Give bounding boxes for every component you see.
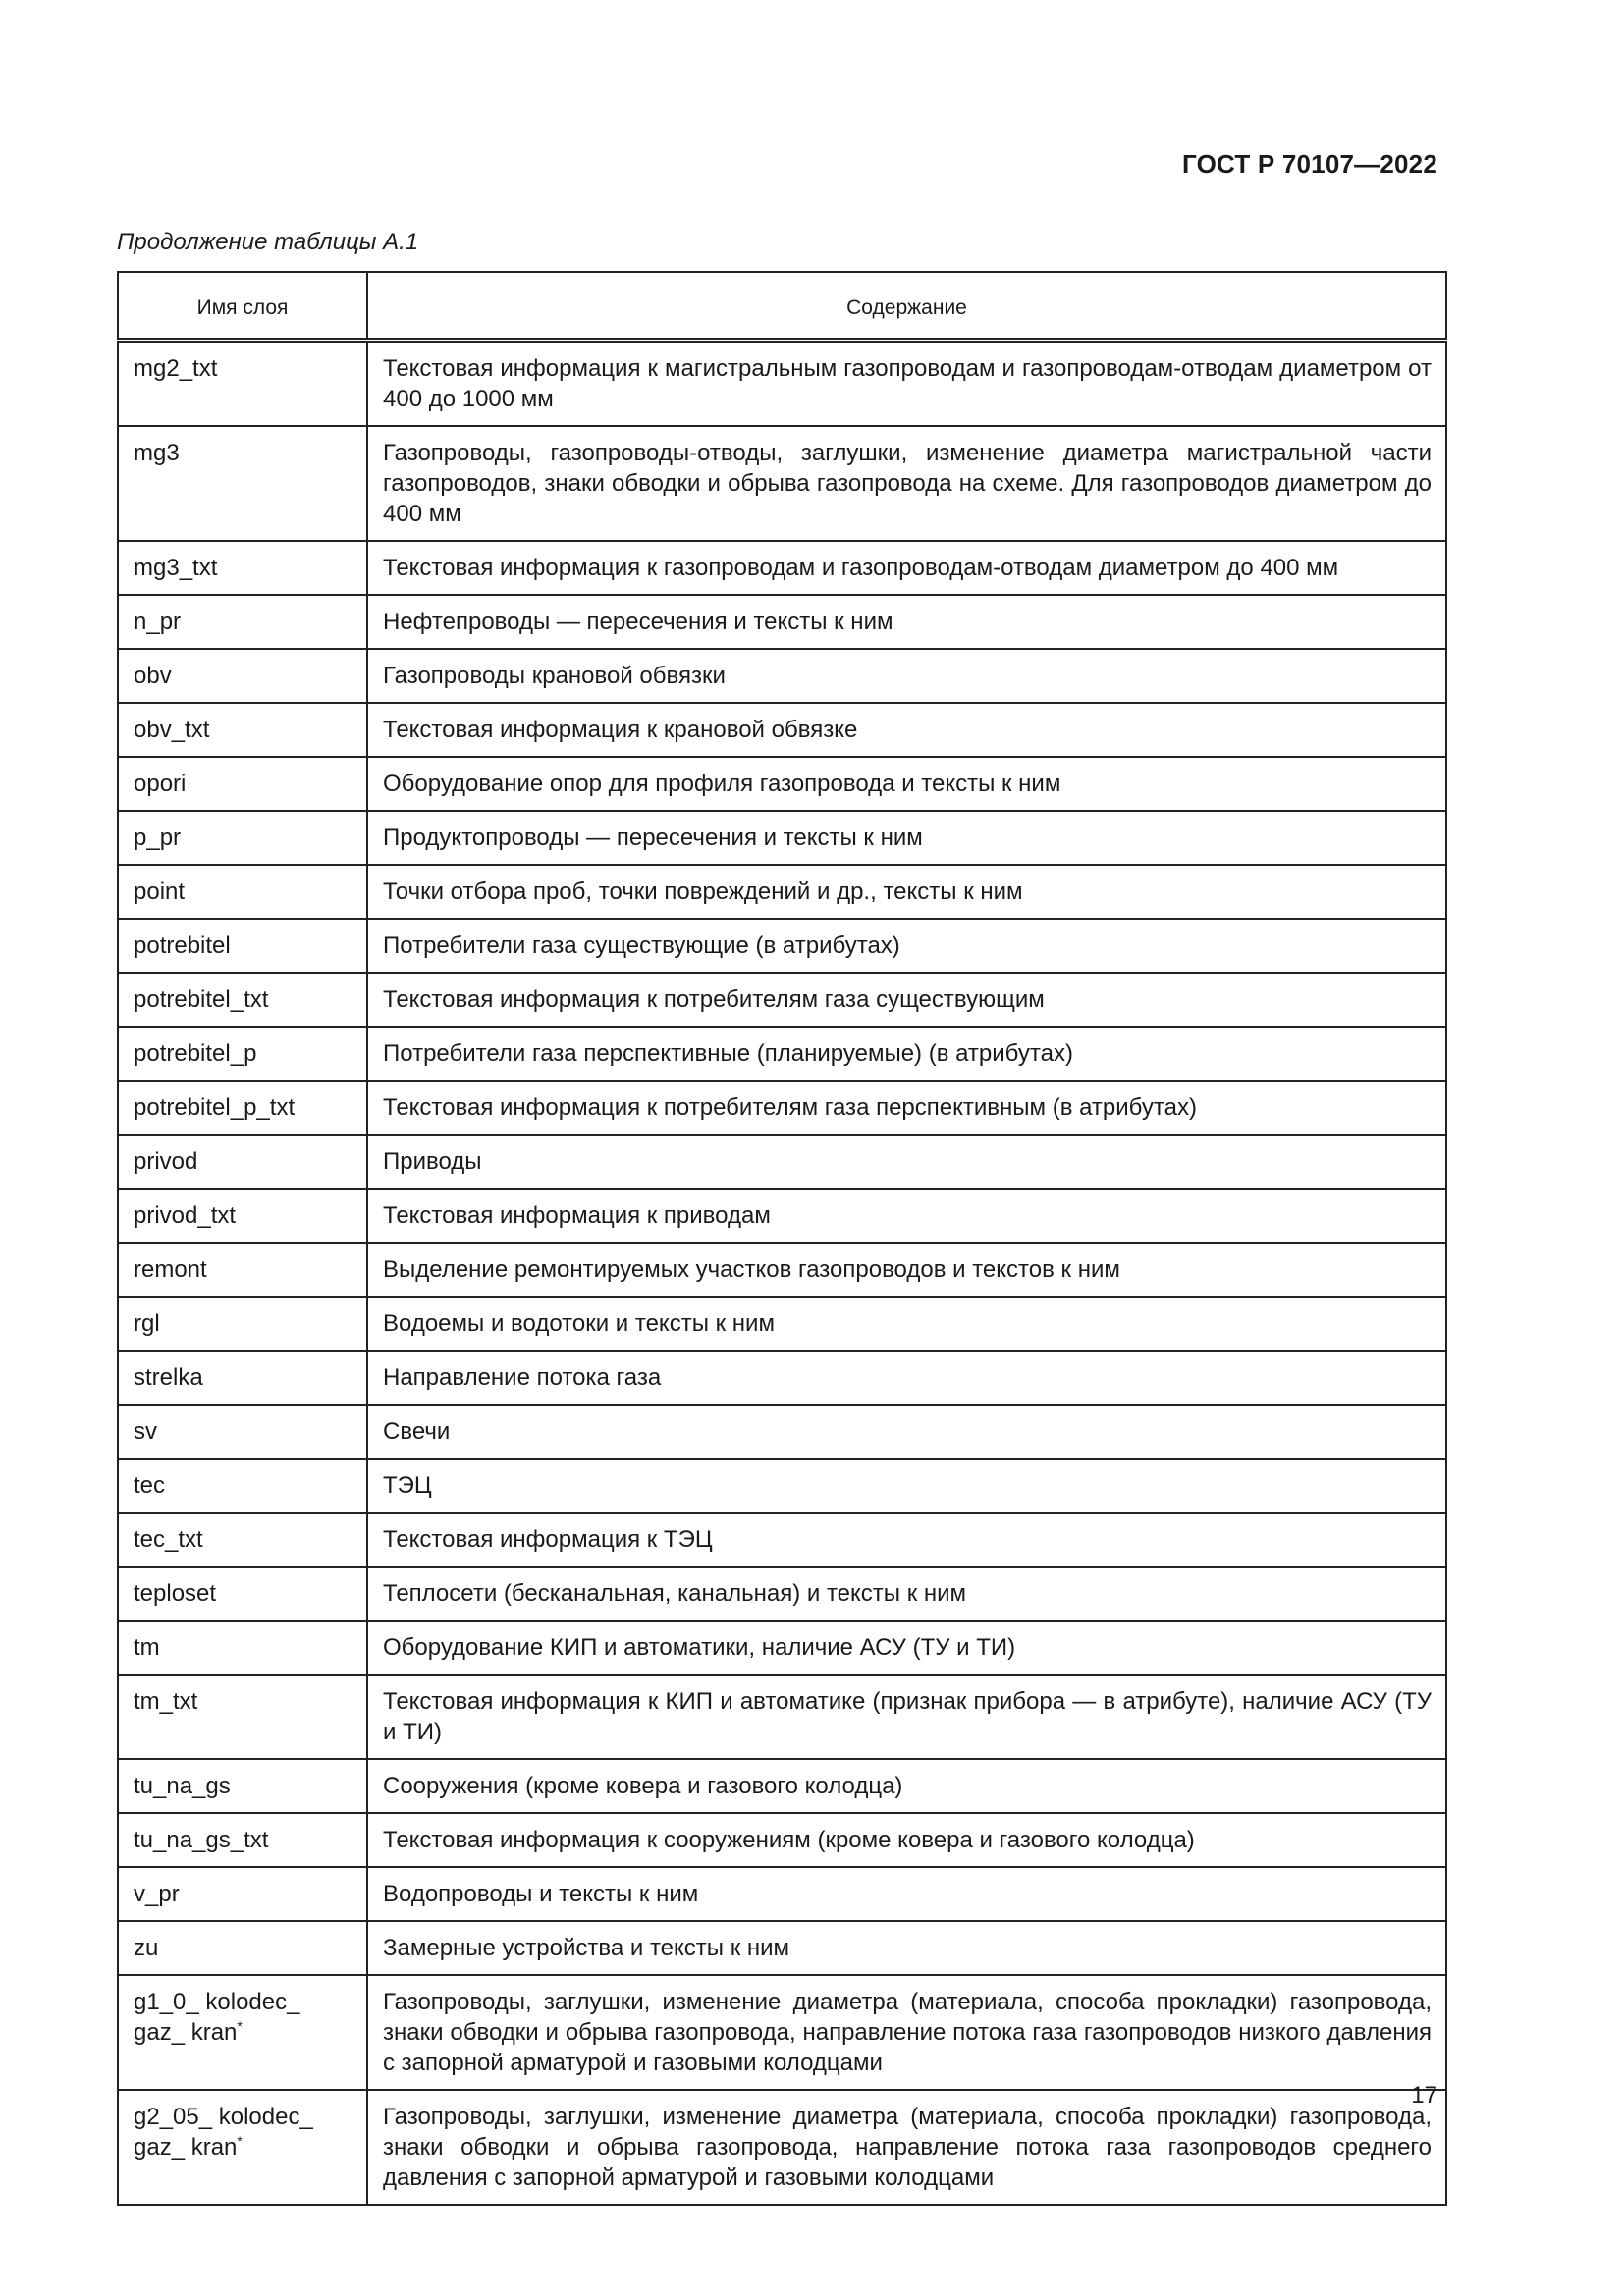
- layer-content: Текстовая информация к приводам: [367, 1189, 1446, 1243]
- layer-name-cell: [118, 1135, 367, 1189]
- column-header-content: Содержание: [367, 272, 1446, 341]
- layers-table: [117, 271, 1447, 2206]
- layer-name-cell: [118, 1675, 367, 1759]
- layer-content: Продуктопроводы — пересечения и тексты к ним: [367, 811, 1446, 865]
- layer-content: Сооружения (кроме ковера и газового колодца): [367, 1759, 1446, 1813]
- layer-content: Потребители газа перспективные (планируемые) (в атрибутах): [367, 1027, 1446, 1081]
- layer-content: Точки отбора проб, точки повреждений и др., тексты к ним: [367, 865, 1446, 919]
- layer-name-cell: [118, 1513, 367, 1567]
- layer-name-cell: [118, 1405, 367, 1459]
- layer-name-cell: [118, 1243, 367, 1297]
- layer-name-cell: [118, 341, 367, 427]
- layer-content: Текстовая информация к сооружениям (кроме ковера и газового колодца): [367, 1813, 1446, 1867]
- layer-name: potrebitel_p_txt: [134, 1095, 296, 1121]
- layer-content: Водоемы и водотоки и тексты к ним: [367, 1297, 1446, 1351]
- layer-name: potrebitel_txt: [134, 987, 269, 1013]
- layer-name-cell: [118, 541, 367, 595]
- layer-name-cell: [118, 1975, 367, 2090]
- table-row: [118, 1459, 1446, 1513]
- table-row: [118, 1867, 1446, 1921]
- layer-name: opori: [134, 771, 187, 797]
- layer-content: Свечи: [367, 1405, 1446, 1459]
- layer-name: v_pr: [134, 1881, 180, 1907]
- document-code: ГОСТ Р 70107—2022: [1182, 149, 1437, 179]
- table-row: [118, 865, 1446, 919]
- layer-name-cell: [118, 973, 367, 1027]
- layer-name-cell: [118, 919, 367, 973]
- table-row: [118, 919, 1446, 973]
- table-row: [118, 1135, 1446, 1189]
- table-row: [118, 811, 1446, 865]
- layer-name: potrebitel_p: [134, 1041, 257, 1067]
- layer-name: point: [134, 879, 186, 905]
- layer-name: potrebitel: [134, 933, 231, 959]
- table-row: [118, 1759, 1446, 1813]
- layer-name: tm: [134, 1634, 160, 1661]
- layer-name: teploset: [134, 1580, 217, 1607]
- layer-content: Замерные устройства и тексты к ним: [367, 1921, 1446, 1975]
- layer-name-cell: [118, 1027, 367, 1081]
- table-row: [118, 2090, 1446, 2205]
- layer-content: Газопроводы, заглушки, изменение диаметра (материала, способа прокладки) газопровода, знаки обводки и обрыва газопровода, направление потока газа газопроводов среднего давления с запорной арматурой и газовыми колодцами: [367, 2090, 1446, 2205]
- layer-content: Потребители газа существующие (в атрибутах): [367, 919, 1446, 973]
- table-caption: Продолжение таблицы А.1: [117, 229, 419, 255]
- table-row: [118, 649, 1446, 703]
- layer-name: privod_txt: [134, 1202, 237, 1229]
- table-row: [118, 1027, 1446, 1081]
- layer-name-cell: [118, 1081, 367, 1135]
- table-row: [118, 541, 1446, 595]
- table-row: [118, 1081, 1446, 1135]
- layer-content: Оборудование КИП и автоматики, наличие АСУ (ТУ и ТИ): [367, 1621, 1446, 1675]
- layer-content: Текстовая информация к потребителям газа существующим: [367, 973, 1446, 1027]
- layer-content: ТЭЦ: [367, 1459, 1446, 1513]
- column-header-layer-name: Имя слоя: [118, 272, 367, 341]
- layer-name-cell: [118, 426, 367, 541]
- layer-content: Приводы: [367, 1135, 1446, 1189]
- layer-name: tu_na_gs: [134, 1773, 231, 1799]
- layer-content: Оборудование опор для профиля газопровода и тексты к ним: [367, 757, 1446, 811]
- layer-name: privod: [134, 1148, 198, 1175]
- layer-name-cell: [118, 703, 367, 757]
- table-row: [118, 426, 1446, 541]
- layer-name: zu: [134, 1935, 159, 1961]
- layer-name: g1_0_ kolodec_ gaz_ kran: [134, 1989, 300, 2046]
- table-row: [118, 1675, 1446, 1759]
- layer-name: tec: [134, 1472, 166, 1499]
- table-row: [118, 1189, 1446, 1243]
- layer-name: obv: [134, 663, 172, 689]
- table-row: [118, 1351, 1446, 1405]
- table-row: [118, 1567, 1446, 1621]
- table-row: [118, 1621, 1446, 1675]
- layer-name-cell: [118, 1459, 367, 1513]
- layer-name-cell: [118, 811, 367, 865]
- layer-name: obv_txt: [134, 717, 210, 743]
- layer-name: tec_txt: [134, 1526, 203, 1553]
- layer-name-cell: [118, 2090, 367, 2205]
- layer-name: n_pr: [134, 609, 182, 635]
- layer-name-cell: [118, 1867, 367, 1921]
- layer-name-cell: [118, 757, 367, 811]
- layer-name-cell: [118, 595, 367, 649]
- table-row: [118, 1813, 1446, 1867]
- table-row: [118, 757, 1446, 811]
- layer-name: mg3_txt: [134, 555, 218, 581]
- table-row: [118, 1921, 1446, 1975]
- table-row: [118, 1975, 1446, 2090]
- layer-name-cell: [118, 1921, 367, 1975]
- layer-name-cell: [118, 865, 367, 919]
- layer-name: mg2_txt: [134, 355, 218, 382]
- layer-name-cell: [118, 1297, 367, 1351]
- layer-content: Теплосети (бесканальная, канальная) и тексты к ним: [367, 1567, 1446, 1621]
- page-number: 17: [1411, 2082, 1437, 2109]
- layer-content: Направление потока газа: [367, 1351, 1446, 1405]
- layer-content: Текстовая информация к крановой обвязке: [367, 703, 1446, 757]
- layer-name: rgl: [134, 1310, 160, 1337]
- layer-name: sv: [134, 1418, 157, 1445]
- table-row: [118, 341, 1446, 427]
- footnote-mark: *: [237, 2133, 243, 2149]
- layer-name: strelka: [134, 1364, 203, 1391]
- layer-content: Нефтепроводы — пересечения и тексты к ним: [367, 595, 1446, 649]
- layer-content: Текстовая информация к ТЭЦ: [367, 1513, 1446, 1567]
- layer-name: p_pr: [134, 825, 182, 851]
- table-row: [118, 1297, 1446, 1351]
- layer-content: Газопроводы крановой обвязки: [367, 649, 1446, 703]
- layer-content: Текстовая информация к газопроводам и газопроводам-отводам диаметром до 400 мм: [367, 541, 1446, 595]
- layer-content: Текстовая информация к потребителям газа перспективным (в атрибутах): [367, 1081, 1446, 1135]
- layer-content: Газопроводы, газопроводы-отводы, заглушки, изменение диаметра магистральной части газопроводов, знаки обводки и обрыва газопровода на схеме. Для газопроводов диаметром до 400 мм: [367, 426, 1446, 541]
- layer-name: mg3: [134, 440, 180, 466]
- layer-name-cell: [118, 1621, 367, 1675]
- layer-name: tu_na_gs_txt: [134, 1827, 269, 1853]
- layer-content: Газопроводы, заглушки, изменение диаметра (материала, способа прокладки) газопровода, знаки обводки и обрыва газопровода, направление потока газа газопроводов низкого давления с запорной арматурой и газовыми колодцами: [367, 1975, 1446, 2090]
- layer-content: Выделение ремонтируемых участков газопроводов и текстов к ним: [367, 1243, 1446, 1297]
- layer-name-cell: [118, 1189, 367, 1243]
- layer-name: tm_txt: [134, 1688, 198, 1715]
- layer-name: remont: [134, 1256, 207, 1283]
- layer-content: Текстовая информация к магистральным газопроводам и газопроводам-отводам диаметром от 400 до 1000 мм: [367, 341, 1446, 427]
- layer-name-cell: [118, 1567, 367, 1621]
- table-row: [118, 973, 1446, 1027]
- layer-content: Текстовая информация к КИП и автоматике (признак прибора — в атрибуте), наличие АСУ (ТУ и ТИ): [367, 1675, 1446, 1759]
- layer-name-cell: [118, 649, 367, 703]
- table-row: [118, 1243, 1446, 1297]
- table-header-row: [118, 272, 1446, 341]
- layer-content: Водопроводы и тексты к ним: [367, 1867, 1446, 1921]
- layer-name: g2_05_ kolodec_ gaz_ kran: [134, 2104, 313, 2161]
- layer-name-cell: [118, 1759, 367, 1813]
- layer-name-cell: [118, 1813, 367, 1867]
- table-row: [118, 1513, 1446, 1567]
- table-row: [118, 595, 1446, 649]
- table-row: [118, 1405, 1446, 1459]
- layer-name-cell: [118, 1351, 367, 1405]
- footnote-mark: *: [237, 2018, 243, 2034]
- table-row: [118, 703, 1446, 757]
